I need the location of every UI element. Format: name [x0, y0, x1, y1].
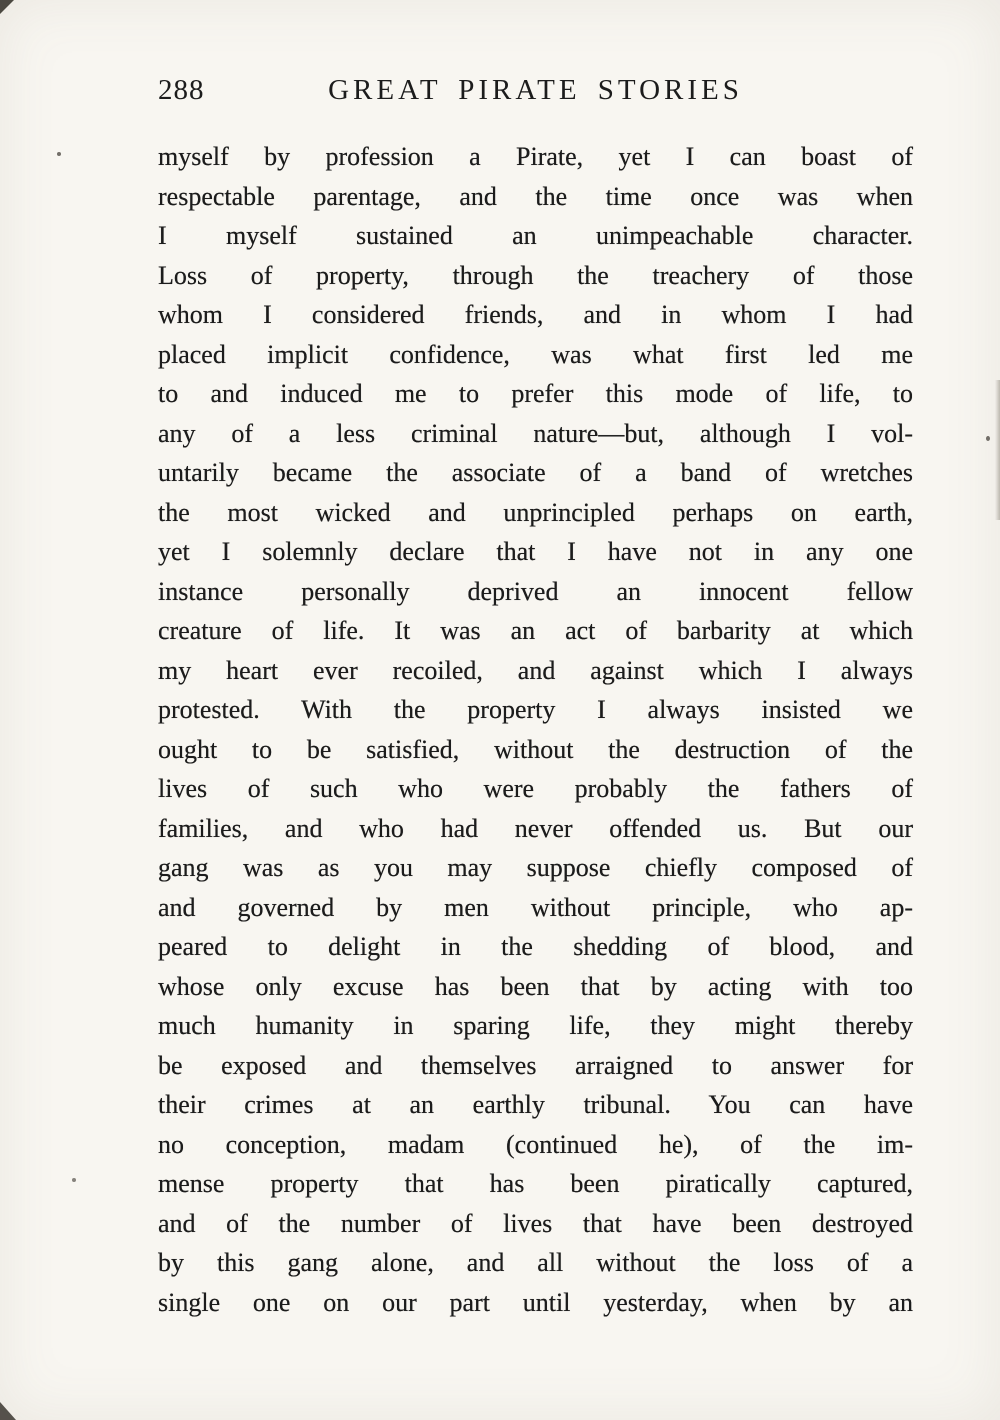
- scan-corner-mark: [0, 0, 14, 14]
- text-line: no conception, madam (continued he), of the im-: [158, 1129, 913, 1159]
- text-line: and of the number of lives that have been destroyed: [158, 1208, 913, 1238]
- text-line: the most wicked and unprincipled perhaps on earth,: [158, 497, 913, 527]
- page-header: [158, 74, 913, 114]
- page-number: 288: [158, 74, 205, 106]
- text-line: my heart ever recoiled, and against which I always: [158, 655, 913, 685]
- text-line: any of a less criminal nature—but, although I vol-: [158, 418, 913, 448]
- text-line: mense property that has been piratically captured,: [158, 1169, 913, 1198]
- scan-corner-mark: [0, 1402, 16, 1420]
- text-line: instance personally deprived an innocent fellow: [158, 576, 913, 606]
- text-line: whose only excuse has been that by acting with too: [158, 971, 913, 1001]
- running-title: GREAT PIRATE STORIES: [328, 74, 743, 106]
- text-line: their crimes at an earthly tribunal. You can have: [158, 1090, 913, 1119]
- text-line: gang was as you may suppose chiefly composed of: [158, 853, 913, 882]
- text-line: lives of such who were probably the fathers of: [158, 774, 913, 803]
- text-line: peared to delight in the shedding of blood, and: [158, 932, 913, 961]
- text-line: protested. With the property I always insisted we: [158, 695, 913, 724]
- scan-speck: [57, 152, 61, 156]
- text-line: single one on our part until yesterday, when by an: [158, 1287, 913, 1317]
- scan-speck: [72, 1178, 76, 1182]
- text-line: to and induced me to prefer this mode of life, to: [158, 379, 913, 408]
- text-line: creature of life. It was an act of barbarity at which: [158, 616, 913, 645]
- scan-speck: [986, 436, 990, 441]
- text-line: and governed by men without principle, who ap-: [158, 892, 913, 922]
- text-line: much humanity in sparing life, they might thereby: [158, 1011, 913, 1040]
- text-block: [158, 137, 913, 1322]
- text-line: respectable parentage, and the time once was when: [158, 181, 913, 211]
- text-line: families, and who had never offended us. But our: [158, 813, 913, 843]
- text-line: be exposed and themselves arraigned to answer for: [158, 1050, 913, 1080]
- text-line: I myself sustained an unimpeachable character.: [158, 221, 913, 250]
- scan-edge-shadow: [995, 380, 1000, 520]
- text-line: placed implicit confidence, was what first led me: [158, 339, 913, 369]
- text-line: untarily became the associate of a band of wretches: [158, 458, 913, 487]
- text-line: by this gang alone, and all without the loss of a: [158, 1248, 913, 1277]
- text-line: whom I considered friends, and in whom I had: [158, 300, 913, 329]
- text-line: yet I solemnly declare that I have not in any one: [158, 537, 913, 566]
- text-line: myself by profession a Pirate, yet I can boast of: [158, 142, 913, 171]
- text-line: Loss of property, through the treachery of those: [158, 260, 913, 290]
- text-line: ought to be satisfied, without the destruction of the: [158, 734, 913, 764]
